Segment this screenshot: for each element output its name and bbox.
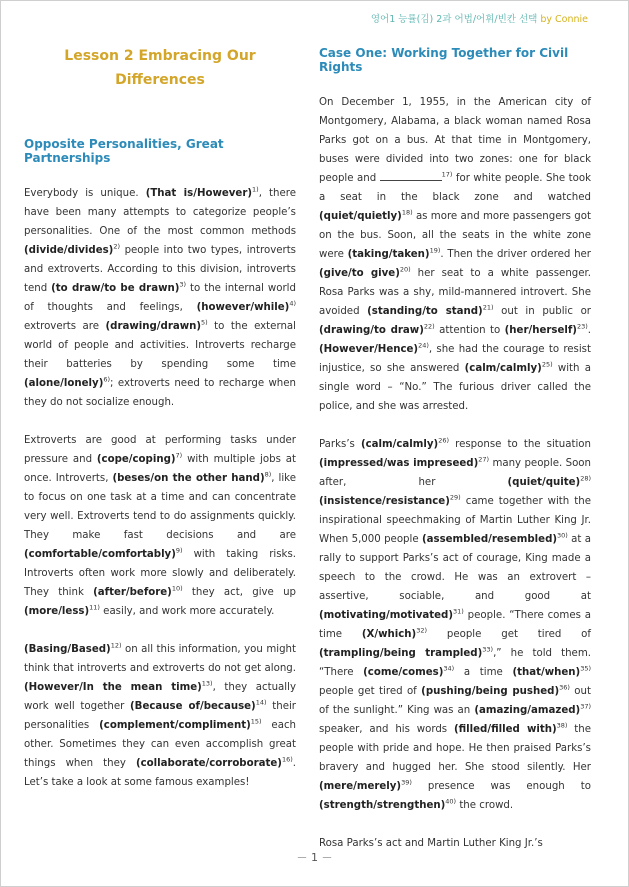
- question-number: 8): [264, 470, 272, 479]
- section-title-left: Opposite Personalities, Great Partnerships: [24, 137, 224, 165]
- passage-text: each other. Sometimes they can even accomplish great things when they: [24, 720, 297, 769]
- passage-text: to the external world of people and activities. Introverts recharge their batteries by spending some time: [24, 321, 296, 370]
- answer-choice: (quiet/quite): [507, 477, 581, 488]
- paragraph-gap: [319, 74, 591, 93]
- passage-text: to the internal world of thoughts and feelings,: [24, 283, 296, 313]
- answer-choice: (assembled/resembled): [421, 534, 558, 545]
- question-number: 4): [289, 299, 296, 308]
- question-number: 27): [478, 455, 490, 464]
- answer-choice: (insistence/resistance): [319, 496, 450, 507]
- passage-text: extroverts are: [24, 321, 106, 332]
- answer-choice: (come/comes): [363, 667, 444, 678]
- passage-text: attention to: [434, 325, 505, 336]
- answer-choice: (after/before): [93, 587, 172, 598]
- passage-text: speaker, and his words: [319, 724, 454, 735]
- lesson-title: [24, 41, 296, 92]
- answer-choice: (complement/compliment): [99, 720, 251, 731]
- passage-text: Extroverts are good at performing tasks under pressure and: [24, 435, 296, 465]
- question-number: 5): [201, 318, 208, 327]
- answer-choice: (beses/on the other hand): [112, 473, 265, 484]
- answer-choice: (filled/filled with): [453, 724, 557, 735]
- answer-choice: (drawing/drawn): [105, 321, 202, 332]
- question-number: 12): [110, 641, 122, 650]
- answer-choice: (quiet/quietly): [319, 211, 402, 222]
- question-number: 37): [580, 702, 591, 711]
- fill-in-blank: [380, 171, 442, 181]
- question-number: 22): [423, 322, 435, 331]
- paragraph: [319, 435, 591, 815]
- paragraph-gap: [24, 165, 296, 184]
- question-number: 24): [418, 341, 429, 350]
- question-number: 9): [175, 546, 183, 555]
- paragraph-gap: [24, 621, 296, 640]
- passage-text: , they actually work well together: [24, 682, 296, 712]
- answer-choice: (That is/However): [145, 188, 253, 199]
- question-number: 28): [580, 474, 591, 483]
- passage-text: with a single word – “No.” The furious driver called the police, and she was arrested.: [319, 363, 591, 412]
- paragraph-gap: [319, 416, 591, 435]
- passage-text: with taking risks. Introverts often work more slowly and deliberately. They think: [24, 549, 296, 598]
- paragraph: [319, 93, 591, 416]
- answer-choice: (impressed/was impreseed): [319, 458, 479, 469]
- question-number: 21): [482, 303, 494, 312]
- paragraph: [24, 184, 296, 412]
- passage-text: at a rally to support Parks’s act of courage, King made a speech to the crowd. He was an extrovert – assertive, sociable, and good at: [319, 534, 591, 602]
- question-number: 11): [89, 603, 100, 612]
- passage-text: with multiple jobs at once. Introverts,: [24, 454, 296, 484]
- question-number: 33): [482, 645, 494, 654]
- passage-text: Parks’s: [319, 439, 361, 450]
- question-number: 1): [252, 185, 259, 194]
- answer-choice: (cope/coping): [96, 454, 176, 465]
- answer-choice: (strength/strengthen): [319, 800, 446, 811]
- passage-text: a time: [454, 667, 513, 678]
- passage-text: out in public or: [493, 306, 591, 317]
- header-title: 영어1 능률(김) 2과 어법/어휘/빈칸 선택: [370, 14, 538, 25]
- answer-choice: (alone/lonely): [24, 378, 104, 389]
- question-number: 26): [438, 436, 450, 445]
- answer-choice: (calm/calmly): [464, 363, 542, 374]
- answer-choice: (standing/to stand): [367, 306, 483, 317]
- answer-choice: (pushing/being pushed): [421, 686, 560, 697]
- question-number: 15): [250, 717, 262, 726]
- answer-choice: (amazing/amazed): [474, 705, 581, 716]
- question-number: 19): [429, 246, 441, 255]
- passage-text: they act, give up: [182, 587, 297, 598]
- passage-text: people into two types, introverts and extroverts. According to this division, introverts tend: [24, 245, 296, 294]
- question-number: 20): [399, 265, 411, 274]
- passage-text: .: [587, 325, 591, 336]
- question-number: 16): [281, 755, 293, 764]
- passage-text: ,” he told them. “There: [319, 648, 591, 678]
- question-number: 40): [445, 797, 457, 806]
- answer-choice: (X/which): [361, 629, 417, 640]
- passage-text: out of the sunlight.” King was an: [319, 686, 591, 716]
- passage-text: many people. Soon after, her: [319, 458, 591, 488]
- passage-text: people. “There comes a time: [319, 610, 591, 640]
- passage-text: the crowd.: [456, 800, 514, 811]
- passage-text: the people with pride and hope. He then praised Parks’s bravery and hugged her. She stood silently. Her: [319, 724, 591, 773]
- answer-choice: (that/when): [512, 667, 581, 678]
- answer-choice: (to draw/to be drawn): [51, 283, 180, 294]
- answer-choice: (mere/merely): [319, 781, 402, 792]
- answer-choice: (However/In the mean time): [24, 682, 202, 693]
- question-number: 25): [541, 360, 553, 369]
- passage-text: as more and more passengers got on the bus. Soon, all the seats in the white zone were: [319, 211, 591, 260]
- header-author: by Connie: [540, 14, 588, 25]
- passage-text: On December 1, 1955, in the American city of Montgomery, Alabama, a black woman named Rosa Parks got on a bus. At that time in Montgomery, buses were divided into two zones: one for black people and: [319, 97, 591, 184]
- question-number: 35): [580, 664, 591, 673]
- question-number: 3): [179, 280, 187, 289]
- passage-text: ; extroverts need to recharge when they do not socialize enough.: [24, 378, 296, 408]
- question-number: 32): [416, 626, 428, 635]
- passage-text: presence was enough to: [411, 781, 591, 792]
- passage-text: response to the situation: [449, 439, 591, 450]
- question-number: 39): [401, 778, 412, 787]
- question-number: 7): [175, 451, 183, 460]
- answer-choice: (collaborate/corroborate): [135, 758, 282, 769]
- question-number: 38): [556, 721, 568, 730]
- question-number: 14): [255, 698, 267, 707]
- passage-text: on all this information, you might think that introverts and extroverts do not get along.: [24, 644, 296, 674]
- question-number: 30): [557, 531, 568, 540]
- question-number: 17): [441, 170, 453, 179]
- answer-choice: (divide/divides): [24, 245, 114, 256]
- question-number: 23): [576, 322, 588, 331]
- question-number: 6): [103, 375, 111, 384]
- question-number: 29): [449, 493, 461, 502]
- passage-text: , there have been many attempts to categorize people’s personalities. One of the most common methods: [24, 188, 296, 237]
- answer-choice: (trampling/being trampled): [319, 648, 483, 659]
- passage-text: her seat to a white passenger. Rosa Parks was a shy, mild-mannered introvert. She avoided: [319, 268, 591, 317]
- page-header: [371, 11, 588, 25]
- paragraph-gap: [24, 412, 296, 431]
- passage-text: . Then the driver ordered her: [440, 249, 591, 260]
- passage-text: came together with the inspirational speechmaking of Martin Luther King Jr. When 5,000 people: [319, 496, 591, 545]
- question-number: 36): [559, 683, 570, 692]
- lesson-title-line2: Differences: [115, 72, 205, 88]
- left-column: [24, 41, 296, 792]
- passage-text: for white people. She took a seat in the black zone and watched: [319, 173, 591, 203]
- passage-text: people get tired of: [319, 686, 422, 697]
- passage-text: . Let’s take a look at some famous examples!: [24, 758, 296, 788]
- answer-choice: (However/Hence): [319, 344, 419, 355]
- question-number: 13): [201, 679, 213, 688]
- answer-choice: (motivating/motivated): [319, 610, 453, 621]
- answer-choice: (drawing/to draw): [319, 325, 424, 336]
- question-number: 31): [453, 607, 464, 616]
- lesson-title-line1: Lesson 2 Embracing Our: [64, 48, 256, 64]
- passage-text: Everybody is unique.: [24, 188, 146, 199]
- question-number: 34): [443, 664, 455, 673]
- passage-text: people get tired of: [427, 629, 591, 640]
- passage-text: easily, and work more accurately.: [99, 606, 275, 617]
- page-number: － 1 －: [296, 851, 333, 864]
- paragraph-gap: [319, 815, 591, 834]
- passage-text: their personalities: [24, 701, 296, 731]
- answer-choice: (her/herself): [504, 325, 577, 336]
- question-number: 10): [171, 584, 183, 593]
- passage-text: Rosa Parks’s act and Martin Luther King Jr.’s: [319, 838, 543, 849]
- answer-choice: (comfortable/comfortably): [24, 549, 176, 560]
- right-column: [319, 41, 591, 853]
- answer-choice: (Basing/Based): [24, 644, 111, 655]
- answer-choice: (give/to give): [319, 268, 400, 279]
- question-number: 18): [401, 208, 413, 217]
- passage-text: , she had the courage to resist injustice, so she answered: [319, 344, 591, 374]
- question-number: 2): [113, 242, 121, 251]
- passage-text: , like to focus on one task at a time and can concentrate very well. Extroverts tend to do assignments quickly. They make fast decisions and are: [24, 473, 296, 541]
- paragraph: [24, 640, 296, 792]
- answer-choice: (calm/calmly): [360, 439, 439, 450]
- left-body: [24, 165, 296, 792]
- answer-choice: (Because of/because): [130, 701, 256, 712]
- answer-choice: (taking/taken): [347, 249, 430, 260]
- answer-choice: (however/while): [196, 302, 290, 313]
- paragraph: [24, 431, 296, 621]
- answer-choice: (more/less): [24, 606, 90, 617]
- section-title-right: Case One: Working Together for Civil Rights: [319, 46, 569, 74]
- right-body: [319, 74, 591, 853]
